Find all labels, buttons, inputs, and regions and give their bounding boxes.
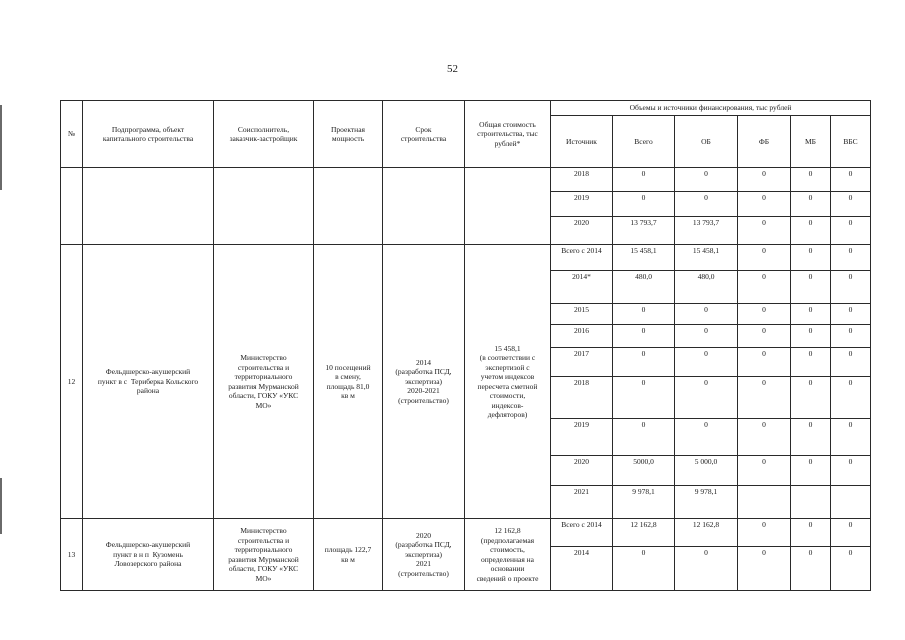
value-mb-cell: 0 [791,547,831,591]
header-term: Срок строительства [383,101,465,168]
header-funding-group: Объемы и источники финансирования, тыс рублей [551,101,871,116]
value-fb-cell: 0 [738,419,791,456]
value-all-cell: 0 [613,348,675,377]
value-vbs-cell: 0 [831,304,871,325]
value-vbs-cell: 0 [831,456,871,486]
value-ob-cell: 15 458,1 [675,245,738,271]
value-all-cell: 0 [613,419,675,456]
value-mb-cell: 0 [791,456,831,486]
object-term-cell: 2020 (разработка ПСД, экспертиза) 2021 (строительство) [383,519,465,591]
value-fb-cell: 0 [738,348,791,377]
scan-edge-mark [0,105,2,190]
object-executor-cell: Министерство строительства и территориального развития Мурманской области, ГОКУ «УКС МО» [214,245,314,519]
financing-table [60,100,871,591]
header-executor: Соисполнитель, заказчик-застройщик [214,101,314,168]
value-mb-cell: 0 [791,519,831,547]
value-ob-cell: 0 [675,419,738,456]
value-vbs-cell: 0 [831,245,871,271]
value-vbs-cell: 0 [831,419,871,456]
value-all-cell: 5000,0 [613,456,675,486]
value-all-cell: 0 [613,325,675,348]
value-mb-cell: 0 [791,271,831,304]
value-fb-cell: 0 [738,377,791,419]
value-ob-cell: 0 [675,168,738,192]
page-number: 52 [447,63,458,75]
value-source-cell: 2017 [551,348,613,377]
value-mb-cell: 0 [791,419,831,456]
value-ob-cell: 0 [675,377,738,419]
object-capacity-cell: площадь 122,7 кв м [314,519,383,591]
object-term-cell: 2014 (разработка ПСД, экспертиза) 2020-2021 (строительство) [383,245,465,519]
value-mb-cell: 0 [791,325,831,348]
value-ob-cell: 0 [675,304,738,325]
value-ob-cell: 0 [675,547,738,591]
value-vbs-cell: 0 [831,192,871,217]
value-fb-cell: 0 [738,217,791,245]
object-num-cell: 13 [61,519,83,591]
value-source-cell: 2019 [551,419,613,456]
header-fb: ФБ [738,116,791,168]
value-vbs-cell: 0 [831,168,871,192]
value-ob-cell: 0 [675,325,738,348]
value-mb-cell: 0 [791,168,831,192]
value-all-cell: 480,0 [613,271,675,304]
object-executor-cell: Министерство строительства и территориального развития Мурманской области, ГОКУ «УКС МО» [214,519,314,591]
value-all-cell: 0 [613,547,675,591]
header-num: № [61,101,83,168]
object-num-cell: 12 [61,245,83,519]
value-vbs-cell: 0 [831,348,871,377]
table-row [61,168,871,192]
value-fb-cell: 0 [738,304,791,325]
value-vbs-cell: 0 [831,271,871,304]
header-mb: МБ [791,116,831,168]
value-all-cell: 12 162,8 [613,519,675,547]
value-fb-cell: 0 [738,168,791,192]
value-source-cell: 2020 [551,217,613,245]
value-vbs-cell: 0 [831,547,871,591]
value-ob-cell: 13 793,7 [675,217,738,245]
object-object-cell: Фельдшерско-акушерский пункт в н п Кузомень Ловозерского района [83,519,214,591]
value-ob-cell: 0 [675,348,738,377]
value-fb-cell: 0 [738,271,791,304]
value-mb-cell: 0 [791,217,831,245]
value-source-cell: 2021 [551,486,613,519]
value-fb-cell: 0 [738,245,791,271]
value-source-cell: 2014* [551,271,613,304]
header-all: Всего [613,116,675,168]
value-ob-cell: 9 978,1 [675,486,738,519]
value-source-cell: 2014 [551,547,613,591]
value-source-cell: 2015 [551,304,613,325]
table-row [61,519,871,547]
value-source-cell: 2016 [551,325,613,348]
object-total-cost-cell: 12 162,8 (предполагаемая стоимость, определенная на основании сведений о проекте [465,519,551,591]
scan-edge-mark [0,478,2,534]
value-all-cell: 0 [613,168,675,192]
object-num-cell [61,168,83,245]
value-fb-cell [738,486,791,519]
value-vbs-cell [831,486,871,519]
table-body [61,168,871,591]
table-header [61,101,871,168]
value-all-cell: 9 978,1 [613,486,675,519]
value-mb-cell: 0 [791,348,831,377]
header-capacity: Проектная мощность [314,101,383,168]
value-mb-cell: 0 [791,377,831,419]
value-fb-cell: 0 [738,456,791,486]
value-mb-cell: 0 [791,245,831,271]
value-mb-cell: 0 [791,304,831,325]
header-total-cost: Общая стоимость строительства, тыс рублей* [465,101,551,168]
object-object-cell: Фельдшерско-акушерский пункт в с Териберка Кольского района [83,245,214,519]
value-mb-cell [791,486,831,519]
header-vbs: ВБС [831,116,871,168]
object-executor-cell [214,168,314,245]
value-source-cell: Всего с 2014 [551,245,613,271]
object-capacity-cell [314,168,383,245]
value-ob-cell: 480,0 [675,271,738,304]
table-row [61,245,871,271]
value-source-cell: 2019 [551,192,613,217]
object-total-cost-cell [465,168,551,245]
value-ob-cell: 5 000,0 [675,456,738,486]
value-source-cell: 2018 [551,168,613,192]
value-fb-cell: 0 [738,519,791,547]
header-ob: ОБ [675,116,738,168]
value-all-cell: 0 [613,304,675,325]
value-ob-cell: 12 162,8 [675,519,738,547]
value-vbs-cell: 0 [831,377,871,419]
value-all-cell: 0 [613,192,675,217]
object-total-cost-cell: 15 458,1 (в соответствии с экспертизой с учетом индексов пересчета сметной стоимости, индексов- дефляторов) [465,245,551,519]
value-source-cell: 2018 [551,377,613,419]
header-source: Источник [551,116,613,168]
header-object: Подпрограмма, объект капитального строительства [83,101,214,168]
value-source-cell: 2020 [551,456,613,486]
value-all-cell: 0 [613,377,675,419]
value-mb-cell: 0 [791,192,831,217]
object-term-cell [383,168,465,245]
object-object-cell [83,168,214,245]
value-ob-cell: 0 [675,192,738,217]
value-source-cell: Всего с 2014 [551,519,613,547]
header-row [61,101,871,116]
object-capacity-cell: 10 посещений в смену, площадь 81,0 кв м [314,245,383,519]
value-fb-cell: 0 [738,547,791,591]
value-vbs-cell: 0 [831,325,871,348]
value-vbs-cell: 0 [831,519,871,547]
value-all-cell: 15 458,1 [613,245,675,271]
value-fb-cell: 0 [738,325,791,348]
value-fb-cell: 0 [738,192,791,217]
value-all-cell: 13 793,7 [613,217,675,245]
value-vbs-cell: 0 [831,217,871,245]
